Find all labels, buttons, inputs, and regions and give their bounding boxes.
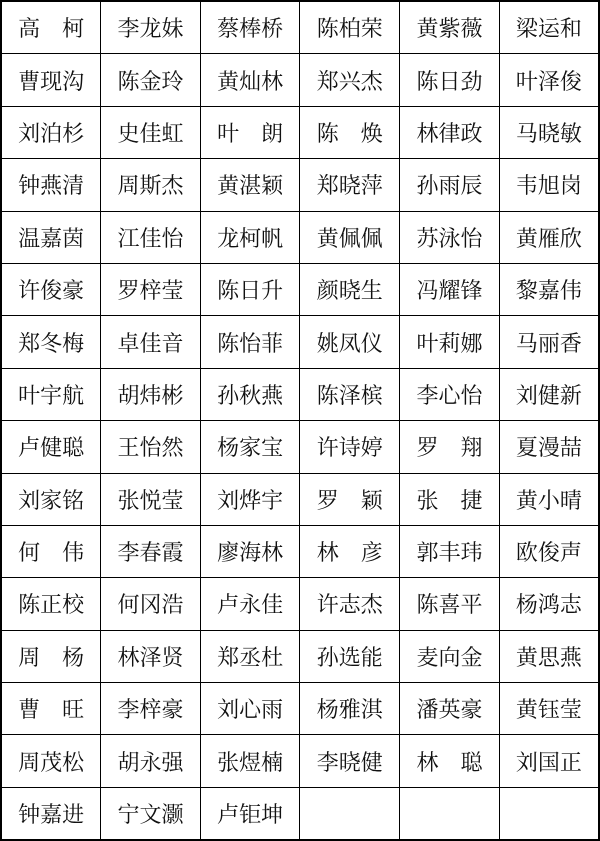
name-cell: 刘心雨 [200,683,300,735]
name-cell: 林泽贤 [101,630,201,682]
name-cell: 郭丰玮 [400,525,500,577]
name-cell: 钟嘉进 [1,787,101,840]
name-cell: 孙雨辰 [400,159,500,211]
name-cell: 梁运和 [499,1,599,54]
name-cell: 王怡然 [101,421,201,473]
roster-row [1,211,599,263]
name-cell: 林 聪 [400,735,500,787]
name-cell: 何 伟 [1,525,101,577]
name-cell: 罗 翔 [400,421,500,473]
roster-row [1,630,599,682]
name-cell: 叶泽俊 [499,54,599,106]
empty-cell [300,787,400,840]
name-cell: 曹 旺 [1,683,101,735]
name-cell: 廖海林 [200,525,300,577]
roster-row [1,316,599,368]
name-cell: 李春霞 [101,525,201,577]
name-cell: 陈正校 [1,578,101,630]
name-cell: 刘烨宇 [200,473,300,525]
name-cell: 陈喜平 [400,578,500,630]
name-cell: 林 彦 [300,525,400,577]
name-cell: 郑冬梅 [1,316,101,368]
name-cell: 龙柯帆 [200,211,300,263]
name-cell: 夏漫喆 [499,421,599,473]
name-cell: 李心怡 [400,368,500,420]
roster-row [1,787,599,840]
name-cell: 黄雁欣 [499,211,599,263]
name-cell: 陈金玲 [101,54,201,106]
name-cell: 卢钜坤 [200,787,300,840]
name-cell: 叶莉娜 [400,316,500,368]
name-cell: 刘泊杉 [1,106,101,158]
name-cell: 胡炜彬 [101,368,201,420]
name-cell: 李龙妹 [101,1,201,54]
name-cell: 许诗婷 [300,421,400,473]
name-cell: 杨鸿志 [499,578,599,630]
name-cell: 潘英豪 [400,683,500,735]
name-cell: 张悦莹 [101,473,201,525]
name-cell: 陈泽槟 [300,368,400,420]
name-cell: 张煜楠 [200,735,300,787]
empty-cell [400,787,500,840]
roster-row [1,263,599,315]
name-cell: 何冈浩 [101,578,201,630]
name-cell: 孙选能 [300,630,400,682]
name-cell: 黄思燕 [499,630,599,682]
name-cell: 郑丞杜 [200,630,300,682]
name-cell: 温嘉茵 [1,211,101,263]
name-cell: 卢健聪 [1,421,101,473]
name-cell: 陈柏荣 [300,1,400,54]
roster-row [1,525,599,577]
roster-row [1,473,599,525]
name-cell: 姚凤仪 [300,316,400,368]
name-cell: 江佳怡 [101,211,201,263]
roster-row [1,106,599,158]
name-roster-body [1,1,599,840]
name-cell: 黎嘉伟 [499,263,599,315]
name-cell: 陈日劲 [400,54,500,106]
name-cell: 宁文灏 [101,787,201,840]
name-cell: 蔡棒桥 [200,1,300,54]
name-cell: 叶 朗 [200,106,300,158]
name-cell: 韦旭岗 [499,159,599,211]
name-cell: 苏泳怡 [400,211,500,263]
empty-cell [499,787,599,840]
roster-row [1,1,599,54]
name-cell: 颜晓生 [300,263,400,315]
name-cell: 钟燕清 [1,159,101,211]
name-cell: 周茂松 [1,735,101,787]
name-cell: 欧俊声 [499,525,599,577]
name-cell: 周 杨 [1,630,101,682]
roster-row [1,159,599,211]
name-cell: 刘国正 [499,735,599,787]
roster-row [1,368,599,420]
name-cell: 陈 焕 [300,106,400,158]
name-cell: 郑兴杰 [300,54,400,106]
name-cell: 孙秋燕 [200,368,300,420]
name-cell: 麦向金 [400,630,500,682]
name-cell: 李梓豪 [101,683,201,735]
name-cell: 马丽香 [499,316,599,368]
name-cell: 张 捷 [400,473,500,525]
name-cell: 黄佩佩 [300,211,400,263]
roster-row [1,735,599,787]
name-cell: 黄灿林 [200,54,300,106]
name-cell: 杨雅淇 [300,683,400,735]
name-cell: 李晓健 [300,735,400,787]
name-cell: 胡永强 [101,735,201,787]
name-cell: 黄小晴 [499,473,599,525]
name-cell: 高 柯 [1,1,101,54]
name-cell: 郑晓萍 [300,159,400,211]
name-cell: 史佳虹 [101,106,201,158]
name-cell: 陈日升 [200,263,300,315]
roster-row [1,578,599,630]
name-cell: 杨家宝 [200,421,300,473]
roster-row [1,421,599,473]
name-cell: 罗 颖 [300,473,400,525]
name-cell: 卢永佳 [200,578,300,630]
name-cell: 黄湛颖 [200,159,300,211]
name-cell: 刘家铭 [1,473,101,525]
name-cell: 陈怡菲 [200,316,300,368]
name-cell: 林律政 [400,106,500,158]
roster-row [1,683,599,735]
name-cell: 周斯杰 [101,159,201,211]
name-cell: 卓佳音 [101,316,201,368]
name-cell: 许志杰 [300,578,400,630]
roster-row [1,54,599,106]
name-cell: 冯耀锋 [400,263,500,315]
name-cell: 曹现沟 [1,54,101,106]
name-cell: 黄钰莹 [499,683,599,735]
name-cell: 黄紫薇 [400,1,500,54]
name-cell: 叶宇航 [1,368,101,420]
name-cell: 罗梓莹 [101,263,201,315]
name-cell: 刘健新 [499,368,599,420]
name-cell: 马晓敏 [499,106,599,158]
name-cell: 许俊豪 [1,263,101,315]
